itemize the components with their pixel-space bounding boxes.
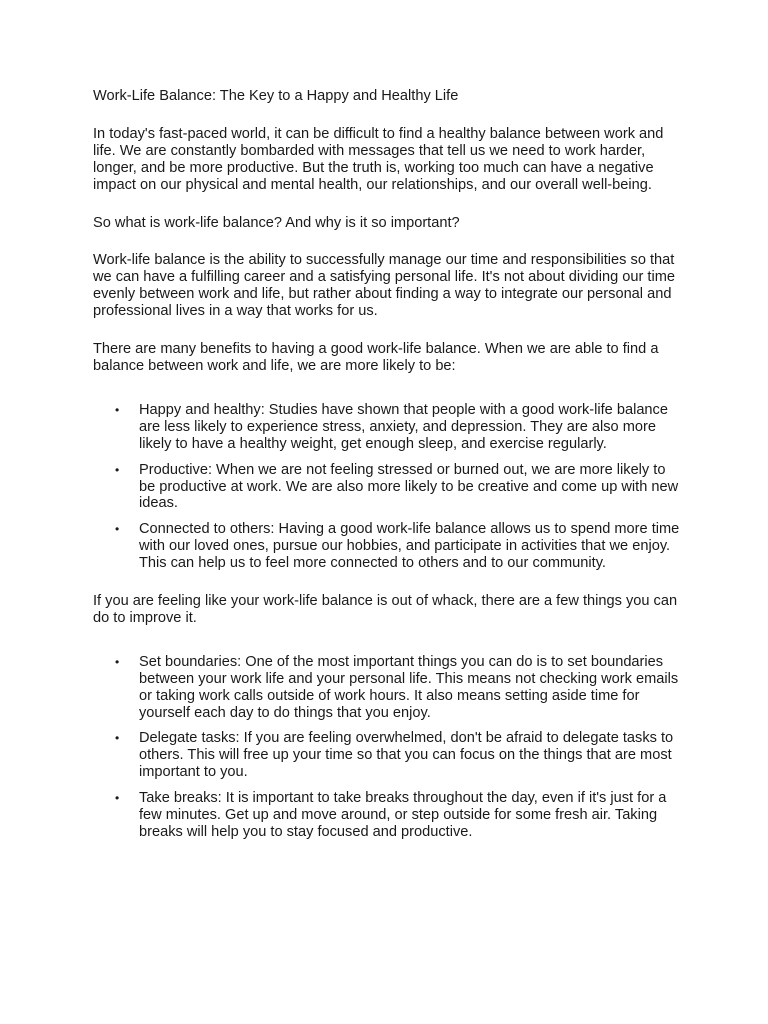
bullet-icon: • [115,654,120,669]
list-item [93,790,683,841]
bullet-icon: • [115,731,120,746]
list-item-text: Connected to others: Having a good work-life balance allows us to spend more time with our loved ones, pursue our hobbies, and participate in activities that we enjoy. This can help us to feel more connected to others and to our community. [139,521,680,572]
list-item-text: Delegate tasks: If you are feeling overwhelmed, don't be afraid to delegate tasks to others. This will free up your time so that you can focus on the things that are most important to you. [139,730,674,781]
tips-list [93,654,683,841]
benefits-list [93,402,683,572]
list-item-text: Take breaks: It is important to take breaks throughout the day, even if it's just for a few minutes. Get up and move around, or step outside for some fresh air. Taking breaks will help you to stay focused and productive. [139,790,667,840]
bullet-icon: • [115,462,120,477]
list-item [93,654,683,722]
definition-paragraph: Work-life balance is the ability to successfully manage our time and responsibilities so that we can have a fulfilling career and a satisfying personal life. It's not about dividing our time evenly between work and life, but rather about finding a way to integrate our personal and professional lives in a way that works for us. [93,252,675,320]
list-item-text: Productive: When we are not feeling stressed or burned out, we are more likely to be productive at work. We are also more likely to be creative and come up with new ideas. [139,461,679,512]
bullet-icon: • [115,522,120,537]
document-title: Work-Life Balance: The Key to a Happy and Healthy Life [93,88,459,104]
improvement-intro-paragraph: If you are feeling like your work-life balance is out of whack, there are a few things you can do to improve it. [93,593,678,626]
bullet-icon: • [115,402,120,417]
list-item [93,521,683,572]
list-item-text: Happy and healthy: Studies have shown that people with a good work-life balance are less likely to experience stress, anxiety, and depression. They are also more likely to have a healthy weight, get enough sleep, and exercise regularly. [139,401,668,452]
list-item [93,730,683,781]
list-item-text: Set boundaries: One of the most important things you can do is to set boundaries between your work life and your personal life. This means not checking work emails or taking work calls outside of work hours. It also means setting aside time for yourself each day to do things that you enjoy. [139,653,679,721]
question-paragraph: So what is work-life balance? And why is it so important? [93,214,460,231]
benefits-intro-paragraph: There are many benefits to having a good work-life balance. When we are able to find a balance between work and life, we are more likely to be: [93,341,659,374]
bullet-icon: • [115,791,120,806]
intro-paragraph: In today's fast-paced world, it can be difficult to find a healthy balance between work and life. We are constantly bombarded with messages that tell us we need to work harder, longer, and be more productive. But the truth is, working too much can have a negative impact on our physical and mental health, our relationships, and our overall well-being. [93,125,664,193]
list-item [93,462,683,513]
document-page [93,88,683,862]
list-item [93,402,683,453]
